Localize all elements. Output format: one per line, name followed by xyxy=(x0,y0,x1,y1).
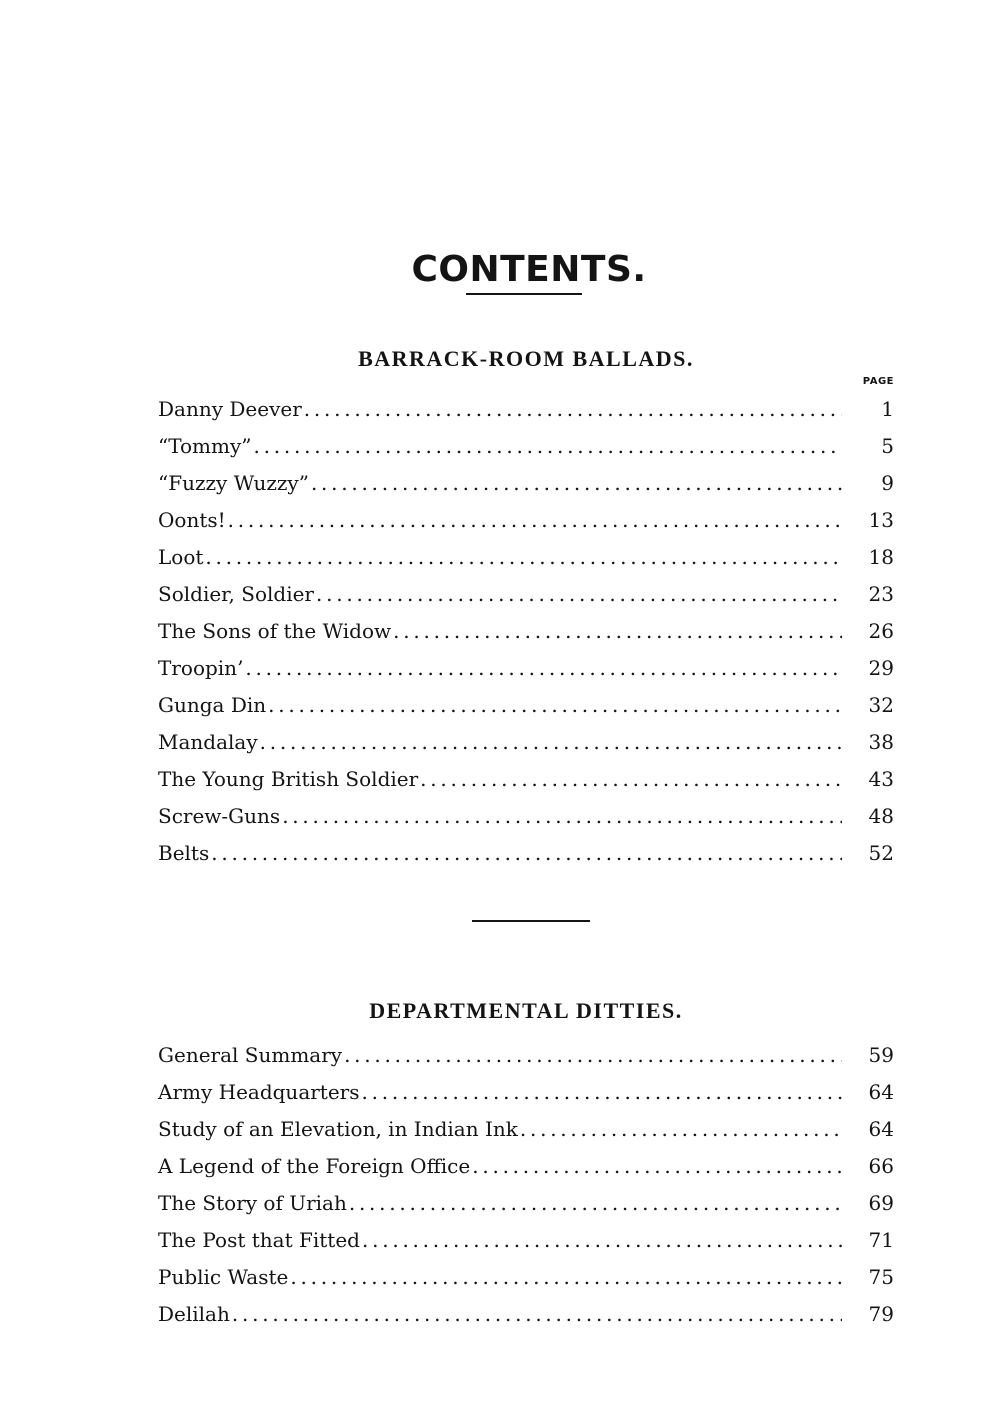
dot-leader xyxy=(344,1037,842,1074)
toc-entry-title: Gunga Din xyxy=(158,693,267,717)
toc-entry-title: Loot xyxy=(158,545,204,569)
toc-entry-page: 71 xyxy=(868,1228,894,1252)
toc-entry xyxy=(158,761,894,798)
toc-entry-title: The Story of Uriah xyxy=(158,1191,347,1215)
toc-entry-page: 1 xyxy=(881,397,894,421)
dot-leader xyxy=(311,465,842,502)
toc-entry xyxy=(158,1296,894,1333)
toc-entry xyxy=(158,1222,894,1259)
toc-entry xyxy=(158,428,894,465)
toc-entry-title: Danny Deever xyxy=(158,397,302,421)
toc-entry xyxy=(158,465,894,502)
toc-entry xyxy=(158,576,894,613)
dot-leader xyxy=(254,428,842,465)
dot-leader xyxy=(268,687,842,724)
toc-entry xyxy=(158,724,894,761)
toc-entry-page: 9 xyxy=(881,471,894,495)
toc-entry xyxy=(158,1074,894,1111)
title-divider xyxy=(466,293,582,295)
toc-entry-title: The Post that Fitted xyxy=(158,1228,360,1252)
dot-leader xyxy=(245,650,842,687)
toc-entry-page: 32 xyxy=(868,693,894,717)
toc-entry-page: 43 xyxy=(868,767,894,791)
toc-entry xyxy=(158,1259,894,1296)
toc-entry xyxy=(158,1037,894,1074)
toc-entry-title: Troopin’ xyxy=(158,656,244,680)
toc-entry-page: 64 xyxy=(868,1080,894,1104)
dot-leader xyxy=(349,1185,842,1222)
dot-leader xyxy=(304,391,842,428)
toc-list-departmental-ditties xyxy=(158,1037,894,1333)
toc-entry xyxy=(158,835,894,872)
toc-entry xyxy=(158,1148,894,1185)
toc-entry-title: Mandalay xyxy=(158,730,258,754)
toc-entry-title: Soldier, Soldier xyxy=(158,582,314,606)
dot-leader xyxy=(205,539,842,576)
toc-entry-page: 79 xyxy=(868,1302,894,1326)
toc-entry-page: 64 xyxy=(868,1117,894,1141)
dot-leader xyxy=(362,1074,843,1111)
toc-entry-page: 13 xyxy=(868,508,894,532)
dot-leader xyxy=(472,1148,842,1185)
toc-entry-title: Public Waste xyxy=(158,1265,289,1289)
toc-entry-page: 26 xyxy=(868,619,894,643)
toc-entry-title: Belts xyxy=(158,841,210,865)
toc-entry-title: The Young British Soldier xyxy=(158,767,419,791)
toc-entry-page: 69 xyxy=(868,1191,894,1215)
toc-entry xyxy=(158,1111,894,1148)
page-column-header: PAGE xyxy=(862,376,894,387)
toc-entry-title: Screw-Guns xyxy=(158,804,281,828)
toc-entry xyxy=(158,687,894,724)
dot-leader xyxy=(362,1222,842,1259)
toc-entry-page: 75 xyxy=(868,1265,894,1289)
dot-leader xyxy=(393,613,842,650)
dot-leader xyxy=(520,1111,842,1148)
toc-entry-page: 23 xyxy=(868,582,894,606)
dot-leader xyxy=(420,761,842,798)
toc-entry xyxy=(158,1185,894,1222)
toc-entry-page: 18 xyxy=(868,545,894,569)
dot-leader xyxy=(228,502,842,539)
toc-entry xyxy=(158,502,894,539)
toc-entry-title: “Tommy” xyxy=(158,434,252,458)
dot-leader xyxy=(290,1259,842,1296)
toc-entry xyxy=(158,391,894,428)
toc-entry-page: 52 xyxy=(868,841,894,865)
toc-entry-page: 38 xyxy=(868,730,894,754)
toc-entry xyxy=(158,798,894,835)
toc-entry-title: “Fuzzy Wuzzy” xyxy=(158,471,309,495)
toc-entry-page: 66 xyxy=(868,1154,894,1178)
section-heading-departmental-ditties: DEPARTMENTAL DITTIES. xyxy=(369,998,683,1024)
dot-leader xyxy=(260,724,842,761)
dot-leader xyxy=(282,798,842,835)
section-heading-barrack-room-ballads: BARRACK-ROOM BALLADS. xyxy=(358,346,694,372)
toc-entry xyxy=(158,650,894,687)
page-title: CONTENTS. xyxy=(411,249,647,291)
toc-entry-page: 48 xyxy=(868,804,894,828)
toc-list-barrack-room-ballads xyxy=(158,391,894,872)
toc-entry xyxy=(158,539,894,576)
toc-entry-title: Study of an Elevation, in Indian Ink xyxy=(158,1117,518,1141)
toc-entry-page: 5 xyxy=(881,434,894,458)
toc-entry-title: Army Headquarters xyxy=(158,1080,360,1104)
toc-entry-title: Oonts! xyxy=(158,508,226,532)
toc-entry-title: General Summary xyxy=(158,1043,343,1067)
toc-entry-page: 59 xyxy=(868,1043,894,1067)
toc-entry-title: A Legend of the Foreign Office xyxy=(158,1154,471,1178)
dot-leader xyxy=(211,835,842,872)
section-divider xyxy=(472,920,590,922)
toc-entry-title: The Sons of the Widow xyxy=(158,619,392,643)
dot-leader xyxy=(232,1296,842,1333)
toc-entry-title: Delilah xyxy=(158,1302,230,1326)
toc-entry xyxy=(158,613,894,650)
toc-entry-page: 29 xyxy=(868,656,894,680)
dot-leader xyxy=(316,576,842,613)
